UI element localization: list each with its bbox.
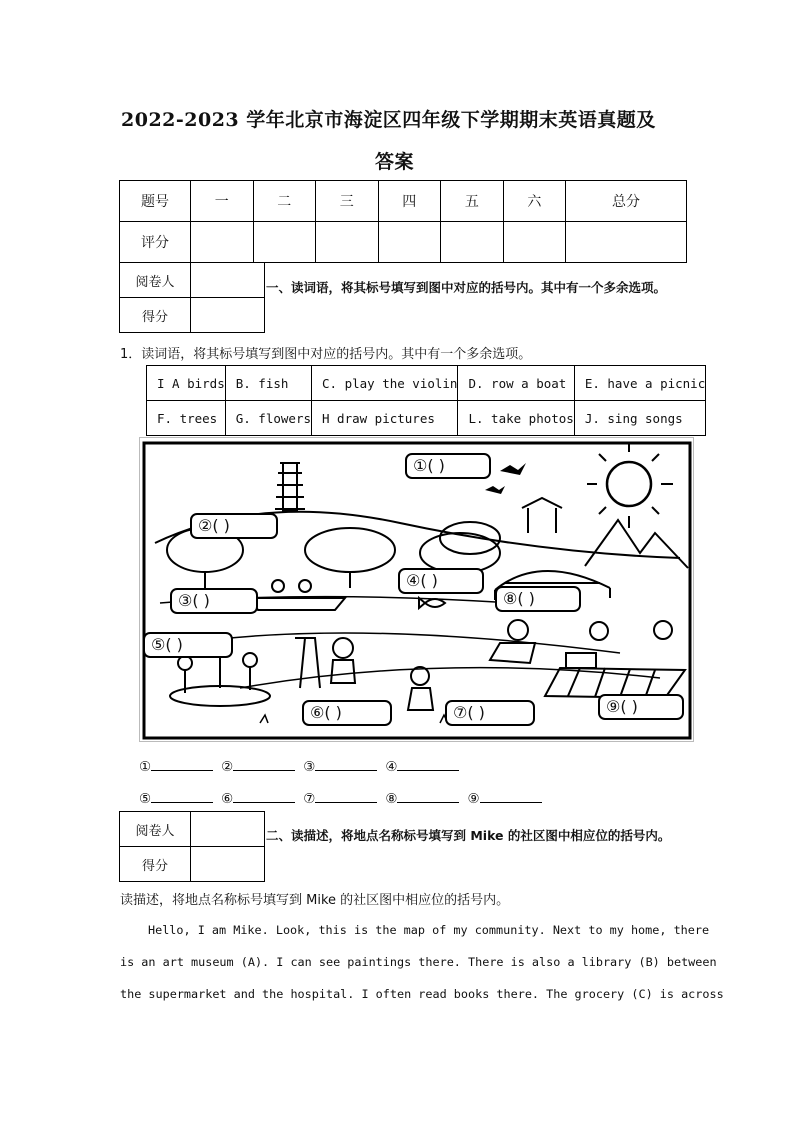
answer-blank[interactable] (151, 756, 213, 771)
score-header-cell: 二 (253, 181, 316, 222)
options-row (147, 401, 706, 436)
blank-number: ⑨ (467, 791, 480, 807)
score-row (120, 222, 687, 263)
birds-icon (485, 463, 526, 494)
page-title-cont: 答案 (375, 151, 415, 173)
photographer-icon (490, 643, 535, 663)
blank-number: ① (139, 759, 152, 775)
picture-label-4[interactable]: ④( ) (398, 568, 484, 594)
park-illustration (139, 437, 694, 742)
score-header-cell: 四 (378, 181, 441, 222)
blank-number: ② (221, 759, 234, 775)
sun-icon (587, 442, 673, 528)
answer-blank[interactable] (480, 788, 542, 803)
section2-instruction: 读描述，将地点名称标号填写到 Mike 的社区图中相应位的括号内。 (120, 893, 510, 908)
option-cell: G. flowers (225, 401, 311, 436)
score-header-cell: 题号 (120, 181, 191, 222)
section2-heading: 二、读描述，将地点名称标号填写到 Mike 的社区图中相应位的括号内。 (266, 828, 671, 843)
section1-instruction: 1．读词语，将其标号填写到图中对应的括号内。其中有一个多余选项。 (120, 347, 532, 362)
picture-label-5[interactable]: ⑤( ) (143, 632, 233, 658)
option-cell: I A birds (147, 366, 226, 401)
score-input-cell[interactable] (191, 298, 265, 333)
answer-blank[interactable] (315, 788, 377, 803)
reviewer-cell[interactable] (191, 263, 265, 298)
pagoda-icon (275, 463, 305, 511)
options-table (146, 365, 706, 436)
section1-heading: 一、读词语，将其标号填写到图中对应的括号内。其中有一个多余选项。 (266, 280, 667, 295)
blank-number: ③ (303, 759, 316, 775)
answer-blank[interactable] (151, 788, 213, 803)
option-cell: C. play the violin (312, 366, 458, 401)
picture-label-3[interactable]: ③( ) (170, 588, 258, 614)
passage-line: Hello, I am Mike. Look, this is the map of my community. Next to my home, there (148, 923, 710, 937)
reviewer-cell[interactable] (191, 812, 265, 847)
score-table (119, 180, 687, 263)
blank-number: ⑧ (385, 791, 398, 807)
score-header-cell: 总分 (566, 181, 687, 222)
score-label: 得分 (120, 298, 191, 333)
picture-label-2[interactable]: ②( ) (190, 513, 278, 539)
score-header-cell: 一 (191, 181, 254, 222)
page-title: 2022-2023 学年北京市海淀区四年级下学期期末英语真题及 (121, 109, 656, 131)
answer-blank[interactable] (397, 756, 459, 771)
options-row (147, 366, 706, 401)
easel-icon (295, 638, 320, 688)
score-label: 得分 (120, 847, 191, 882)
answer-blanks-row2 (139, 788, 550, 807)
violin-player-icon (408, 688, 433, 710)
option-cell: B. fish (225, 366, 311, 401)
score-cell[interactable] (378, 222, 441, 263)
picture-label-9[interactable]: ⑨( ) (598, 694, 684, 720)
picture-label-1[interactable]: ①( ) (405, 453, 491, 479)
grader-box-2 (119, 811, 265, 882)
reviewer-label: 阅卷人 (120, 263, 191, 298)
blank-number: ④ (385, 759, 398, 775)
score-cell[interactable] (316, 222, 379, 263)
option-cell: E. have a picnic (574, 366, 705, 401)
score-header-row (120, 181, 687, 222)
passage-line: is an art museum (A). I can see paintings there. There is also a library (B) between (120, 955, 717, 969)
score-cell[interactable] (191, 222, 254, 263)
answer-blanks-row1 (139, 756, 467, 775)
score-cell[interactable] (566, 222, 687, 263)
reviewer-label: 阅卷人 (120, 812, 191, 847)
score-header-cell: 六 (503, 181, 566, 222)
score-row-label: 评分 (120, 222, 191, 263)
answer-blank[interactable] (233, 788, 295, 803)
boat-icon (250, 598, 345, 610)
picnic-icon (545, 621, 685, 698)
fish-icon (419, 598, 445, 608)
option-cell: H draw pictures (312, 401, 458, 436)
blank-number: ⑥ (221, 791, 234, 807)
picture-label-6[interactable]: ⑥( ) (302, 700, 392, 726)
option-cell: L. take photos (458, 401, 574, 436)
score-header-cell: 五 (441, 181, 504, 222)
score-cell[interactable] (503, 222, 566, 263)
score-cell[interactable] (253, 222, 316, 263)
answer-blank[interactable] (397, 788, 459, 803)
score-header-cell: 三 (316, 181, 379, 222)
option-cell: J. sing songs (574, 401, 705, 436)
picture-label-8[interactable]: ⑧( ) (495, 586, 581, 612)
picture-label-7[interactable]: ⑦( ) (445, 700, 535, 726)
grader-box-1 (119, 262, 265, 333)
score-cell[interactable] (441, 222, 504, 263)
blank-number: ⑤ (139, 791, 152, 807)
option-cell: D. row a boat (458, 366, 574, 401)
answer-blank[interactable] (315, 756, 377, 771)
blank-number: ⑦ (303, 791, 316, 807)
option-cell: F. trees (147, 401, 226, 436)
score-input-cell[interactable] (191, 847, 265, 882)
passage-line: the supermarket and the hospital. I often read books there. The grocery (C) is across (120, 987, 724, 1001)
answer-blank[interactable] (233, 756, 295, 771)
